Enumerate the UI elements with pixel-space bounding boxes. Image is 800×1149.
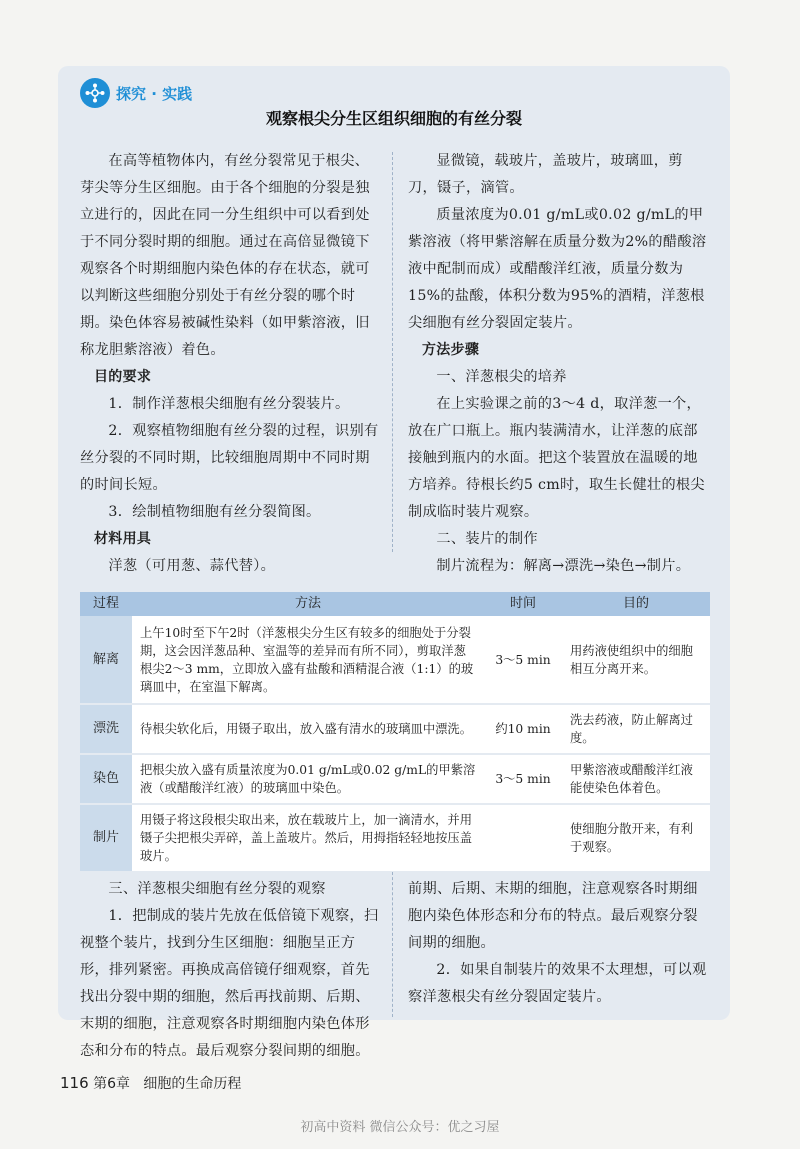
observation-right [408, 876, 710, 1011]
observation-text-2: 2．如果自制装片的效果不太理想，可以观察洋葱根尖有丝分裂固定装片。 [408, 962, 707, 1005]
purpose-cell: 用药液使组织中的细胞相互分离开来。 [562, 616, 710, 704]
column-divider [392, 872, 393, 1017]
process-cell: 漂洗 [80, 704, 132, 754]
observation-left [80, 876, 382, 1059]
observation-text-1-continued: 前期、后期、末期的细胞，注意观察各时期细胞内染色体形态和分布的特点。最后观察分裂间期的细胞。 [408, 881, 698, 951]
purpose-cell: 洗去药液，防止解离过度。 [562, 704, 710, 754]
table-row [80, 754, 710, 804]
chapter-number: 第6章 [93, 1076, 131, 1092]
watermark-text: 初高中资料 微信公众号：优之习屋 [300, 1120, 500, 1135]
table-header-process: 过程 [80, 592, 132, 616]
chapter-title: 细胞的生命历程 [143, 1076, 242, 1092]
goal-1: 1．制作洋葱根尖细胞有丝分裂装片。 [108, 396, 350, 412]
step-1-text: 在上实验课之前的3～4 d，取洋葱一个，放在广口瓶上。瓶内装满清水，让洋葱的底部接触到瓶内的水面。把这个装置放在温暖的地方培养。待根长约5 cm时，取生长健壮的根尖制成临时装片观察。 [408, 396, 705, 520]
activity-badge [80, 78, 192, 108]
materials-heading: 材料用具 [94, 531, 152, 547]
page-title: 观察根尖分生区组织细胞的有丝分裂 [265, 109, 522, 128]
column-divider [392, 152, 393, 552]
time-cell: 3～5 min [484, 616, 562, 704]
table-row [80, 804, 710, 872]
step-1-heading: 一、洋葱根尖的培养 [436, 369, 567, 385]
table-header-time: 时间 [484, 592, 562, 616]
goal-3: 3．绘制植物细胞有丝分裂简图。 [108, 504, 321, 520]
table-header-purpose: 目的 [562, 592, 710, 616]
table-header-method: 方法 [132, 592, 484, 616]
table-row [80, 616, 710, 704]
process-cell: 染色 [80, 754, 132, 804]
observation-heading: 三、洋葱根尖细胞有丝分裂的观察 [108, 881, 326, 897]
reagents-text: 质量浓度为0.01 g/mL或0.02 g/mL的甲紫溶液（将甲紫溶解在质量分数为2%的醋酸溶液中配制而成）或醋酸洋红液，质量分数为15%的盐酸，体积分数为95%的酒精，洋葱根尖细胞有丝分裂固定装片。 [408, 207, 707, 331]
materials-text: 洋葱（可用葱、蒜代替）。 [108, 558, 276, 574]
goals-heading: 目的要求 [94, 369, 152, 385]
process-cell: 解离 [80, 616, 132, 704]
table-row [80, 704, 710, 754]
process-cell: 制片 [80, 804, 132, 872]
left-column [80, 148, 382, 580]
activity-badge-label: 探究 · 实践 [116, 84, 193, 103]
molecule-icon [80, 78, 110, 108]
page-footer [60, 1073, 241, 1093]
purpose-cell: 甲紫溶液或醋酸洋红液能使染色体着色。 [562, 754, 710, 804]
page-number: 116 [60, 1074, 89, 1092]
goal-2: 2．观察植物细胞有丝分裂的过程，识别有丝分裂的不同时期，比较细胞周期中不同时期的时间长短。 [80, 423, 379, 493]
activity-panel [58, 66, 730, 1059]
intro-paragraph: 在高等植物体内，有丝分裂常见于根尖、芽尖等分生区细胞。由于各个细胞的分裂是独立进行的，因此在同一分生组织中可以看到处于不同分裂时期的细胞。通过在高倍显微镜下观察各个时期细胞内染色体的存在状态，就可以判断这些细胞分别处于有丝分裂的哪个时期。染色体容易被碱性染料（如甲紫溶液，旧称龙胆紫溶液）着色。 [80, 153, 370, 358]
step-2-heading: 二、装片的制作 [436, 531, 538, 547]
tools-text: 显微镜，载玻片，盖玻片，玻璃皿，剪刀，镊子，滴管。 [408, 153, 683, 196]
time-cell: 3～5 min [484, 754, 562, 804]
method-cell: 把根尖放入盛有质量浓度为0.01 g/mL或0.02 g/mL的甲紫溶液（或醋酸洋红液）的玻璃皿中染色。 [132, 754, 484, 804]
method-cell: 待根尖软化后，用镊子取出，放入盛有清水的玻璃皿中漂洗。 [132, 704, 484, 754]
method-cell: 上午10时至下午2时（洋葱根尖分生区有较多的细胞处于分裂期，这会因洋葱品种、室温等的差异而有所不同），剪取洋葱根尖2～3 mm，立即放入盛有盐酸和酒精混合液（1:1）的玻璃皿中，在室温下解离。 [132, 616, 484, 704]
purpose-cell: 使细胞分散开来，有利于观察。 [562, 804, 710, 872]
steps-heading: 方法步骤 [422, 342, 480, 358]
observation-text-1: 1．把制成的装片先放在低倍镜下观察，扫视整个装片，找到分生区细胞：细胞呈正方形，排列紧密。再换成高倍镜仔细观察，首先找出分裂中期的细胞，然后再找前期、后期、末期的细胞，注意观察各时期细胞内染色体形态和分布的特点。最后观察分裂间期的细胞。 [80, 908, 379, 1059]
method-cell: 用镊子将这段根尖取出来，放在载玻片上，加一滴清水，并用镊子尖把根尖弄碎，盖上盖玻片。然后，用拇指轻轻地按压盖玻片。 [132, 804, 484, 872]
right-column [408, 148, 710, 580]
step-2-text: 制片流程为：解离→漂洗→染色→制片。 [436, 558, 691, 574]
table-header-row [80, 592, 710, 616]
time-cell: 约10 min [484, 704, 562, 754]
time-cell [484, 804, 562, 872]
procedure-table [80, 592, 710, 873]
